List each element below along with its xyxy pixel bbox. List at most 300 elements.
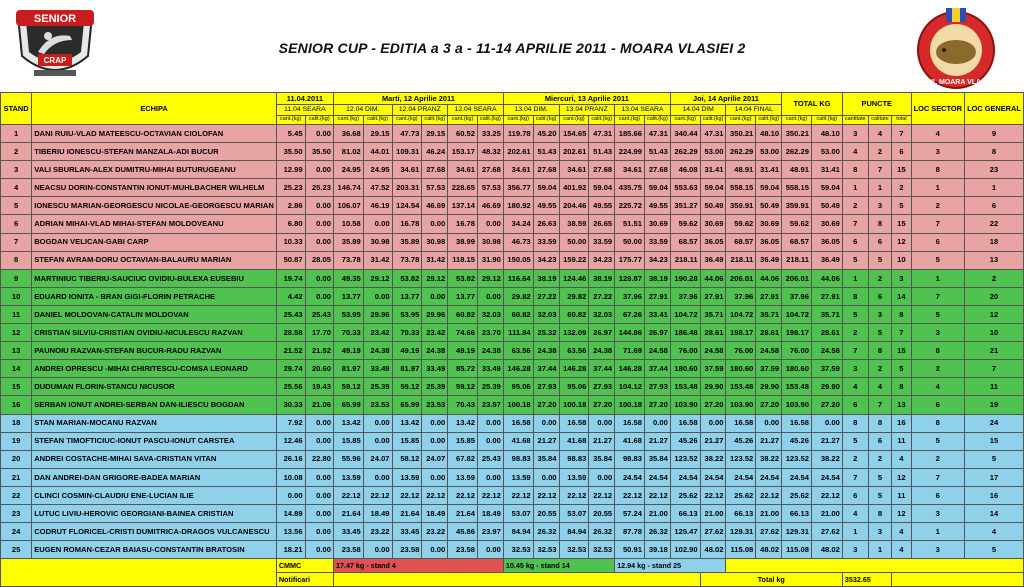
- cell-value: 24.38: [422, 342, 448, 360]
- cell-points: 14: [892, 287, 911, 305]
- cell-value: 32.03: [533, 305, 559, 323]
- cell-value: 27.62: [756, 523, 782, 541]
- cell-value: 26.32: [589, 523, 615, 541]
- cell-points: 2: [868, 450, 892, 468]
- cell-value: 27.91: [700, 287, 726, 305]
- cell-value: 10.33: [276, 233, 305, 251]
- cell-points: 2: [842, 450, 868, 468]
- cell-stand: 23: [1, 504, 32, 522]
- cell-stand: 1: [1, 125, 32, 143]
- cell-value: 104.12: [615, 378, 645, 396]
- cell-value: 35.84: [533, 450, 559, 468]
- cell-value: 47.73: [392, 125, 422, 143]
- cell-team: BOGDAN VELICAN-GABI CARP: [32, 233, 277, 251]
- cell-value: 38.19: [644, 269, 670, 287]
- footer-sector-3: 12.94 kg - stand 25: [615, 559, 726, 573]
- cell-value: 59.04: [811, 179, 842, 197]
- cell-value: 32.53: [589, 541, 615, 559]
- cell-value: 53.95: [392, 305, 422, 323]
- cell-value: 60.82: [448, 305, 478, 323]
- header-cant: cant.(kg): [276, 116, 305, 125]
- cell-value: 63.56: [559, 342, 589, 360]
- cell-points: 16: [892, 414, 911, 432]
- cell-value: 153.48: [726, 378, 756, 396]
- cell-loc-general: 1: [964, 179, 1023, 197]
- cell-value: 47.52: [363, 179, 392, 197]
- cell-value: 76.00: [782, 342, 812, 360]
- cell-value: 37.59: [700, 360, 726, 378]
- cell-value: 15.85: [392, 432, 422, 450]
- cell-loc-general: 15: [964, 432, 1023, 450]
- cell-value: 49.55: [533, 197, 559, 215]
- cell-value: 24.58: [644, 342, 670, 360]
- table-row: [1, 143, 1024, 161]
- cell-points: 6: [892, 143, 911, 161]
- cell-value: 76.00: [726, 342, 756, 360]
- cell-value: 29.90: [756, 378, 782, 396]
- cell-value: 218.11: [726, 251, 756, 269]
- cell-value: 26.63: [533, 215, 559, 233]
- header-cant: cant.(kg): [559, 116, 589, 125]
- cell-stand: 15: [1, 378, 32, 396]
- cell-value: 50.49: [700, 197, 726, 215]
- cell-value: 34.61: [559, 161, 589, 179]
- cell-stand: 8: [1, 251, 32, 269]
- cell-value: 21.06: [305, 396, 333, 414]
- cell-value: 129.31: [782, 523, 812, 541]
- cell-value: 29.90: [700, 378, 726, 396]
- cell-value: 0.00: [305, 269, 333, 287]
- cell-value: 36.68: [333, 125, 363, 143]
- cell-value: 22.12: [615, 486, 645, 504]
- cell-value: 48.02: [756, 541, 782, 559]
- cell-points: 1: [868, 541, 892, 559]
- cell-points: 7: [892, 324, 911, 342]
- cell-value: 22.12: [756, 486, 782, 504]
- cell-value: 60.52: [448, 125, 478, 143]
- table-row: [1, 541, 1024, 559]
- cell-value: 27.62: [811, 523, 842, 541]
- cell-loc-general: 13: [964, 251, 1023, 269]
- table-row: [1, 251, 1024, 269]
- cell-loc-sector: 3: [911, 324, 964, 342]
- header-calit: calit.(kg): [478, 116, 504, 125]
- cell-loc-sector: 8: [911, 342, 964, 360]
- cell-value: 24.38: [363, 342, 392, 360]
- header-row-days: [1, 93, 1024, 105]
- header-cant: cant.(kg): [670, 116, 700, 125]
- cell-value: 41.68: [503, 432, 533, 450]
- cell-value: 0.00: [422, 541, 448, 559]
- cell-value: 0.00: [363, 541, 392, 559]
- cell-value: 21.00: [644, 504, 670, 522]
- cell-value: 262.29: [782, 143, 812, 161]
- cell-stand: 18: [1, 414, 32, 432]
- cell-team: EUGEN ROMAN-CEZAR BAIASU-CONSTANTIN BRATOSIN: [32, 541, 277, 559]
- header-day-2: Marti, 12 Aprilie 2011: [333, 93, 503, 105]
- cell-value: 27.93: [533, 378, 559, 396]
- cell-value: 50.49: [811, 197, 842, 215]
- cell-value: 81.97: [392, 360, 422, 378]
- cell-loc-sector: 6: [911, 233, 964, 251]
- cell-points: 5: [842, 305, 868, 323]
- cell-value: 33.59: [589, 233, 615, 251]
- cell-stand: 20: [1, 450, 32, 468]
- header-calit: calit.(kg): [533, 116, 559, 125]
- footer-total-label: Total kg: [700, 573, 842, 587]
- cell-points: 4: [892, 523, 911, 541]
- cell-value: 22.12: [811, 486, 842, 504]
- cell-points: 15: [892, 342, 911, 360]
- cell-value: 13.59: [392, 468, 422, 486]
- cell-value: 18.49: [422, 504, 448, 522]
- cell-value: 0.00: [478, 432, 504, 450]
- cell-value: 70.33: [333, 324, 363, 342]
- cell-points: 4: [842, 378, 868, 396]
- header-total-kg: TOTAL KG: [782, 93, 843, 116]
- cell-value: 74.66: [448, 324, 478, 342]
- cell-value: 58.12: [392, 450, 422, 468]
- table-row: [1, 450, 1024, 468]
- cell-value: 17.70: [305, 324, 333, 342]
- cell-value: 29.15: [422, 125, 448, 143]
- cell-points: 5: [868, 251, 892, 269]
- cell-value: 29.96: [363, 305, 392, 323]
- cell-value: 37.96: [615, 287, 645, 305]
- cell-value: 0.00: [305, 161, 333, 179]
- cell-value: 57.53: [478, 179, 504, 197]
- cell-value: 46.69: [478, 197, 504, 215]
- cell-stand: 12: [1, 324, 32, 342]
- cell-value: 29.15: [363, 125, 392, 143]
- table-row: [1, 504, 1024, 522]
- cell-value: 356.77: [503, 179, 533, 197]
- cell-value: 12.99: [276, 161, 305, 179]
- cell-stand: 7: [1, 233, 32, 251]
- cell-value: 27.91: [756, 287, 782, 305]
- cell-points: 2: [868, 360, 892, 378]
- cell-points: 2: [842, 324, 868, 342]
- cell-value: 59.62: [670, 215, 700, 233]
- cell-points: 7: [892, 125, 911, 143]
- cell-value: 29.96: [422, 305, 448, 323]
- cell-value: 27.20: [811, 396, 842, 414]
- table-row: [1, 486, 1024, 504]
- cell-value: 0.00: [305, 504, 333, 522]
- cell-value: 100.18: [559, 396, 589, 414]
- cell-loc-sector: 6: [911, 486, 964, 504]
- cell-value: 49.19: [392, 342, 422, 360]
- cell-value: 22.80: [305, 450, 333, 468]
- cell-value: 63.56: [503, 342, 533, 360]
- cell-value: 24.54: [615, 468, 645, 486]
- header-calit: calit.(kg): [363, 116, 392, 125]
- cell-value: 45.26: [670, 432, 700, 450]
- header: [0, 0, 1024, 92]
- cell-value: 104.72: [726, 305, 756, 323]
- cell-value: 26.16: [276, 450, 305, 468]
- cell-value: 16.58: [559, 414, 589, 432]
- cell-value: 21.52: [305, 342, 333, 360]
- cell-value: 0.00: [589, 468, 615, 486]
- table-row: [1, 287, 1024, 305]
- cell-value: 15.85: [448, 432, 478, 450]
- cell-team: TIBERIU IONESCU-STEFAN MANZALA-ADI BUCUR: [32, 143, 277, 161]
- cell-value: 154.65: [559, 125, 589, 143]
- cell-points: 3: [868, 523, 892, 541]
- header-session: 12.04 SEARA: [448, 105, 504, 116]
- cell-value: 13.59: [333, 468, 363, 486]
- cell-team: SERBAN IONUT ANDREI-SERBAN DAN-ILIESCU BOGDAN: [32, 396, 277, 414]
- cell-value: 262.29: [670, 143, 700, 161]
- cell-stand: 25: [1, 541, 32, 559]
- cell-points: 7: [842, 215, 868, 233]
- cell-value: 198.17: [782, 324, 812, 342]
- cell-value: 24.58: [756, 342, 782, 360]
- cell-value: 68.57: [782, 233, 812, 251]
- cell-points: 8: [868, 414, 892, 432]
- cell-loc-sector: 3: [911, 504, 964, 522]
- cell-value: 124.54: [392, 197, 422, 215]
- cell-loc-sector: 8: [911, 414, 964, 432]
- cell-loc-general: 19: [964, 396, 1023, 414]
- cell-value: 33.49: [478, 360, 504, 378]
- cell-value: 37.44: [533, 360, 559, 378]
- cell-value: 24.07: [363, 450, 392, 468]
- cell-value: 38.99: [448, 233, 478, 251]
- cell-value: 23.42: [363, 324, 392, 342]
- cell-value: 29.74: [276, 360, 305, 378]
- cell-value: 50.00: [559, 233, 589, 251]
- cell-value: 29.82: [559, 287, 589, 305]
- cell-value: 21.27: [756, 432, 782, 450]
- cell-loc-general: 22: [964, 215, 1023, 233]
- cell-value: 45.20: [533, 125, 559, 143]
- header-loc-sector: LOC SECTOR: [911, 93, 964, 125]
- cell-value: 21.64: [392, 504, 422, 522]
- cell-value: 103.90: [726, 396, 756, 414]
- cell-value: 12.46: [276, 432, 305, 450]
- cell-value: 46.24: [422, 143, 448, 161]
- cell-value: 103.90: [782, 396, 812, 414]
- cell-stand: 2: [1, 143, 32, 161]
- cell-value: 55.96: [333, 450, 363, 468]
- footer-sector-2: 10.45 kg - stand 14: [503, 559, 614, 573]
- cell-points: 1: [868, 179, 892, 197]
- cell-value: 0.00: [305, 233, 333, 251]
- cell-value: 67.26: [615, 305, 645, 323]
- cell-value: 22.12: [644, 486, 670, 504]
- cell-value: 51.43: [533, 143, 559, 161]
- cell-value: 45.86: [448, 523, 478, 541]
- header-cant: cant.(kg): [448, 116, 478, 125]
- cell-points: 15: [892, 215, 911, 233]
- cell-value: 27.22: [533, 287, 559, 305]
- cell-value: 35.84: [589, 450, 615, 468]
- cell-points: 5: [868, 468, 892, 486]
- cell-value: 15.85: [333, 432, 363, 450]
- cell-value: 23.58: [448, 541, 478, 559]
- cell-value: 146.28: [503, 360, 533, 378]
- cell-value: 38.22: [756, 450, 782, 468]
- cell-points: 5: [892, 197, 911, 215]
- cell-value: 46.08: [670, 161, 700, 179]
- cell-team: VALI SBURLAN-ALEX DUMITRU-MIHAI BUTURUGEANU: [32, 161, 277, 179]
- cell-value: 24.54: [644, 468, 670, 486]
- cell-value: 44.06: [700, 269, 726, 287]
- cell-value: 558.15: [726, 179, 756, 197]
- cell-value: 115.08: [726, 541, 756, 559]
- cell-points: 11: [892, 432, 911, 450]
- cell-value: 20.60: [305, 360, 333, 378]
- cell-value: 98.83: [559, 450, 589, 468]
- cell-value: 218.11: [670, 251, 700, 269]
- cell-stand: 22: [1, 486, 32, 504]
- cell-value: 16.58: [503, 414, 533, 432]
- header-calit: calit.(kg): [811, 116, 842, 125]
- cell-value: 34.24: [503, 215, 533, 233]
- cell-value: 25.43: [478, 450, 504, 468]
- cell-value: 66.13: [670, 504, 700, 522]
- cell-team: ADRIAN MIHAI-VLAD MIHAI-STEFAN MOLDOVEANU: [32, 215, 277, 233]
- cell-value: 123.52: [670, 450, 700, 468]
- cell-value: 180.92: [503, 197, 533, 215]
- header-stand: STAND: [1, 93, 32, 125]
- cell-value: 31.90: [478, 251, 504, 269]
- header-day-3: Miercuri, 13 Aprilie 2011: [503, 93, 670, 105]
- cell-value: 224.99: [615, 143, 645, 161]
- cell-value: 0.00: [700, 414, 726, 432]
- header-calit: calit.(kg): [644, 116, 670, 125]
- cell-value: 25.62: [670, 486, 700, 504]
- cell-value: 57.53: [422, 179, 448, 197]
- cell-value: 115.08: [782, 541, 812, 559]
- cell-value: 24.58: [700, 342, 726, 360]
- cell-value: 28.61: [811, 324, 842, 342]
- cell-value: 22.12: [363, 486, 392, 504]
- cell-value: 0.00: [478, 215, 504, 233]
- table-row: [1, 360, 1024, 378]
- cell-loc-sector: 5: [911, 305, 964, 323]
- cell-points: 6: [868, 432, 892, 450]
- cell-points: 4: [842, 504, 868, 522]
- cell-value: 53.82: [448, 269, 478, 287]
- cell-value: 46.73: [503, 233, 533, 251]
- cell-value: 22.12: [700, 486, 726, 504]
- cell-value: 132.09: [559, 324, 589, 342]
- cell-value: 0.00: [478, 414, 504, 432]
- cell-points: 8: [842, 287, 868, 305]
- cell-value: 23.58: [392, 541, 422, 559]
- cell-points: 1: [842, 179, 868, 197]
- cell-value: 6.80: [276, 215, 305, 233]
- acul-moara-vlasiei-logo: [906, 4, 1006, 90]
- cell-value: 0.00: [276, 486, 305, 504]
- cell-value: 0.00: [305, 287, 333, 305]
- cell-value: 24.58: [811, 342, 842, 360]
- header-echipa: ECHIPA: [32, 93, 277, 125]
- cell-value: 26.65: [589, 215, 615, 233]
- cell-points: 8: [868, 215, 892, 233]
- cell-value: 18.49: [363, 504, 392, 522]
- cell-value: 203.31: [392, 179, 422, 197]
- cell-value: 22.12: [559, 486, 589, 504]
- cell-stand: 21: [1, 468, 32, 486]
- cell-loc-general: 21: [964, 342, 1023, 360]
- cell-value: 32.53: [559, 541, 589, 559]
- cell-value: 0.00: [305, 432, 333, 450]
- cell-value: 27.93: [644, 378, 670, 396]
- cell-value: 202.61: [503, 143, 533, 161]
- cell-value: 53.95: [333, 305, 363, 323]
- cell-team: ANDREI COSTACHE-MIHAI SAVA-CRISTIAN VITAN: [32, 450, 277, 468]
- cell-value: 31.41: [756, 161, 782, 179]
- cell-value: 26.97: [644, 324, 670, 342]
- cell-value: 33.25: [478, 125, 504, 143]
- cell-value: 103.90: [670, 396, 700, 414]
- cell-points: 2: [868, 143, 892, 161]
- cell-value: 24.38: [478, 342, 504, 360]
- cell-value: 23.22: [363, 523, 392, 541]
- cell-value: 0.00: [756, 414, 782, 432]
- cell-value: 24.38: [589, 342, 615, 360]
- cell-value: 206.01: [782, 269, 812, 287]
- cell-value: 22.12: [478, 486, 504, 504]
- cell-points: 3: [868, 305, 892, 323]
- footer-cmmc-label: CMMC: [276, 559, 333, 573]
- cell-value: 4.42: [276, 287, 305, 305]
- cell-value: 340.44: [670, 125, 700, 143]
- cell-value: 59.12: [333, 378, 363, 396]
- cell-value: 24.54: [811, 468, 842, 486]
- cell-value: 31.42: [363, 251, 392, 269]
- cell-value: 84.94: [559, 523, 589, 541]
- cell-loc-general: 12: [964, 305, 1023, 323]
- cell-value: 146.74: [333, 179, 363, 197]
- cell-value: 125.47: [670, 523, 700, 541]
- cell-value: 49.35: [333, 269, 363, 287]
- cell-value: 0.00: [811, 414, 842, 432]
- cell-value: 30.69: [700, 215, 726, 233]
- cell-value: 27.20: [533, 396, 559, 414]
- cell-value: 36.05: [811, 233, 842, 251]
- cell-value: 59.04: [644, 179, 670, 197]
- cell-team: STEFAN AVRAM-DORU OCTAVIAN-BALAURU MARIAN: [32, 251, 277, 269]
- cell-value: 27.68: [533, 161, 559, 179]
- cell-value: 13.42: [333, 414, 363, 432]
- table-row: [1, 432, 1024, 450]
- cell-points: 7: [842, 342, 868, 360]
- cell-points: 2: [868, 269, 892, 287]
- footer-notificari: Notificari: [276, 573, 333, 587]
- cell-value: 186.48: [670, 324, 700, 342]
- cell-loc-general: 5: [964, 541, 1023, 559]
- cell-value: 53.07: [503, 504, 533, 522]
- cell-value: 32.53: [533, 541, 559, 559]
- cell-value: 27.20: [589, 396, 615, 414]
- cell-value: 33.49: [422, 360, 448, 378]
- cell-team: DANI RUIU-VLAD MATEESCU-OCTAVIAN CIOLOFAN: [32, 125, 277, 143]
- cell-value: 37.59: [756, 360, 782, 378]
- header-session: 13.04 SEARA: [615, 105, 671, 116]
- cell-loc-sector: 5: [911, 251, 964, 269]
- cell-points: 6: [868, 287, 892, 305]
- cell-value: 0.00: [478, 287, 504, 305]
- cell-points: 12: [892, 468, 911, 486]
- header-cant: cant.(kg): [615, 116, 645, 125]
- cell-loc-sector: 2: [911, 360, 964, 378]
- table-row: [1, 396, 1024, 414]
